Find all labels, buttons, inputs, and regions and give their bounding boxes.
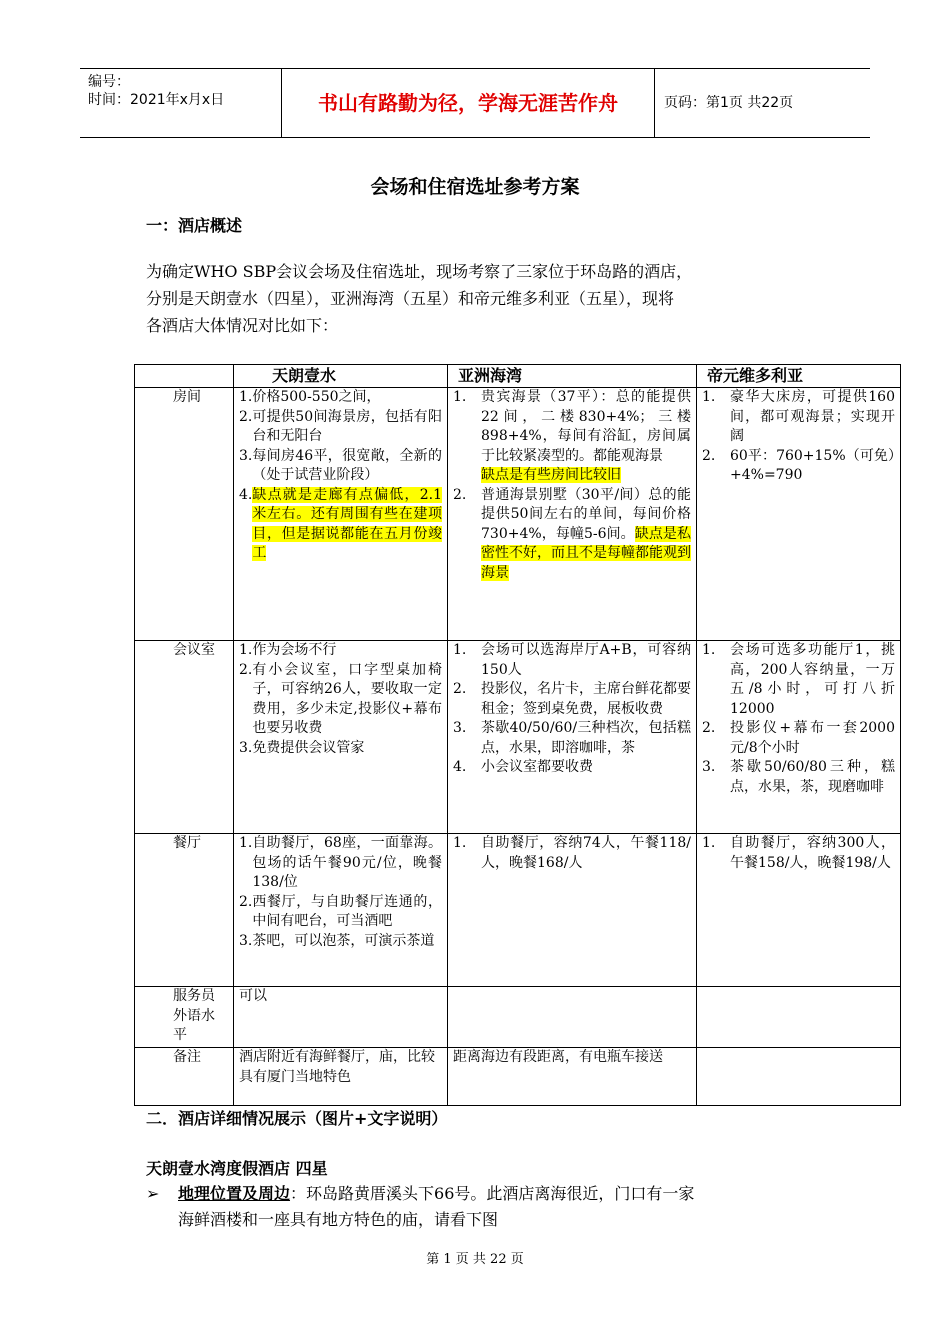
list-item: 2. 可提供50间海景房，包括有阳台和无阳台 <box>239 408 442 444</box>
highlight-drawback: 缺点就是走廊有点偏低，2.1米左右。还有周围有些在建项目，但是据说都能在五月份竣工 <box>252 486 442 561</box>
highlight-drawback: 缺点是有些房间比较旧 <box>481 467 621 483</box>
header-cell-tianlang: 天朗壹水 <box>234 365 448 388</box>
cell-notes-tianlang: 酒店附近有海鲜餐厅，庙，比较具有厦门当地特色 <box>234 1048 448 1106</box>
arrow-bullet-icon: ➢ <box>146 1184 160 1203</box>
cell-dining-tianlang <box>234 834 448 987</box>
list-item: 1. 自助餐厅，68座，一面靠海。包场的话午餐90元/位，晚餐138/位 <box>239 835 442 890</box>
row-label-rooms: 房间 <box>135 388 234 641</box>
table-row <box>135 987 901 1048</box>
intro-line: 分别是天朗壹水（四星），亚洲海湾（五星）和帝元维多利亚（五星），现将 <box>146 289 675 308</box>
list-item: 3. 免费提供会议管家 <box>239 739 365 756</box>
intro-paragraph <box>146 258 826 339</box>
location-text: ：环岛路黄厝溪头下66号。此酒店离海很近，门口有一家 <box>290 1184 695 1203</box>
page-header <box>80 68 870 138</box>
list-item: 4. 缺点就是走廊有点偏低，2.1米左右。还有周围有些在建项目，但是据说都能在五月份竣工 <box>239 486 442 561</box>
list-item: 2. 普通海景别墅（30平/间）总的能提供50间左右的单间，每间价格730+4%，每幢5-6间。缺点是私密性不好，而且不是每幢都能观到海景 <box>453 486 691 581</box>
list-item: 1. 豪华大床房，可提供160间，都可观海景；实现开阔 <box>702 389 895 444</box>
header-meta <box>80 69 282 137</box>
location-bullet <box>146 1181 846 1233</box>
cell-staff-yazhou <box>448 987 697 1048</box>
list-item: 1. 贵宾海景（37平）：总的能提供22间，二楼830+4%；三楼898+4%，每间有浴缸，房间属于比较紧凑型的。都能观海景 <box>453 389 691 464</box>
list-item: 1. 自助餐厅，容纳300人，午餐158/人，晚餐198/人 <box>702 835 895 871</box>
intro-line: 各酒店大体情况对比如下： <box>146 316 339 335</box>
location-text-cont: 海鲜酒楼和一座具有地方特色的庙，请看下图 <box>178 1210 499 1229</box>
list-item: 2. 有小会议室，口字型桌加椅子，可容纳26人，要收取一定费用，多少未定,投影仪+幕布也要另收费 <box>239 661 442 736</box>
list-item: 2. 投影仪+幕布一套2000元/8个小时 <box>702 720 895 756</box>
list-item: 2. 60平：760+15%（可免）+4%=790 <box>702 447 895 483</box>
table-row <box>135 388 901 641</box>
page-footer: 第 1 页 共 22 页 <box>426 1252 524 1267</box>
list-item: 4. 小会议室都要收费 <box>453 759 593 775</box>
table-row <box>135 641 901 834</box>
list-item: 3. 茶歇40/50/60/三种档次，包括糕点，水果，即溶咖啡，茶 <box>453 720 691 756</box>
list-item: 1. 自助餐厅，容纳74人，午餐118/人，晚餐168/人 <box>453 835 691 871</box>
location-label: 地理位置及周边 <box>178 1184 291 1203</box>
cell-notes-diyuan <box>697 1048 901 1106</box>
table-row <box>135 834 901 987</box>
row-label-meeting: 会议室 <box>135 641 234 834</box>
list-item: 1. 作为会场不行 <box>239 642 337 658</box>
header-cell-yazhou: 亚洲海湾 <box>448 365 697 388</box>
date-label: 时间：2021年x月x日 <box>88 92 225 108</box>
cell-meeting-yazhou <box>448 641 697 834</box>
highlight-drawback: 缺点是私密性不好，而且不是每幢都能观到海景 <box>481 525 691 581</box>
row-label-staff: 服务员外语水平 <box>135 987 234 1048</box>
cell-staff-diyuan <box>697 987 901 1048</box>
list-item: 1. 价格500-550之间， <box>239 389 381 405</box>
list-item: 3. 茶歇50/60/80三种，糕点，水果，茶，现磨咖啡 <box>702 759 895 795</box>
section-heading-details: 二．酒店详细情况展示（图片+文字说明） <box>146 1109 448 1128</box>
cell-dining-yazhou <box>448 834 697 987</box>
table-header-row <box>135 365 901 388</box>
intro-line: 为确定WHO SBP会议会场及住宿选址，现场考察了三家位于环岛路的酒店， <box>146 262 693 281</box>
header-page-info: 页码：第1页 共22页 <box>664 95 794 111</box>
header-motto: 书山有路勤为径，学海无涯苦作舟 <box>282 69 655 137</box>
list-item: 1. 会场可以选海岸厅A+B，可容纳150人 <box>453 642 691 678</box>
list-item: 3. 茶吧，可以泡茶，可演示茶道 <box>239 932 435 949</box>
cell-rooms-diyuan <box>697 388 901 641</box>
list-item <box>453 466 691 486</box>
hotel-comparison-table <box>134 364 901 1106</box>
cell-meeting-tianlang <box>234 641 448 834</box>
cell-rooms-yazhou <box>448 388 697 641</box>
cell-staff-tianlang: 可以 <box>234 987 448 1048</box>
document-title: 会场和住宿选址参考方案 <box>370 176 580 198</box>
header-cell-empty <box>135 365 234 388</box>
cell-notes-yazhou: 距离海边有段距离，有电瓶车接送 <box>448 1048 697 1106</box>
cell-dining-diyuan <box>697 834 901 987</box>
list-item: 3. 每间房46平，很宽敞，全新的（处于试营业阶段） <box>239 447 442 483</box>
cell-meeting-diyuan <box>697 641 901 834</box>
list-item: 2. 投影仪，名片卡，主席台鲜花都要租金；签到桌免费，展板收费 <box>453 681 691 717</box>
list-item: 2. 西餐厅，与自助餐厅连通的，中间有吧台，可当酒吧 <box>239 893 442 929</box>
row-label-dining: 餐厅 <box>135 834 234 987</box>
row-label-notes: 备注 <box>135 1048 234 1106</box>
cell-rooms-tianlang <box>234 388 448 641</box>
list-item: 1. 会场可选多功能厅1，挑高，200人容纳量，一万五/8小时，可打八折12000 <box>702 642 895 717</box>
table-row <box>135 1048 901 1106</box>
hotel-heading: 天朗壹水湾度假酒店 四星 <box>146 1159 328 1178</box>
header-cell-diyuan: 帝元维多利亚 <box>697 365 901 388</box>
number-label: 编号： <box>88 74 130 90</box>
section-heading-overview: 一：酒店概述 <box>146 216 243 235</box>
